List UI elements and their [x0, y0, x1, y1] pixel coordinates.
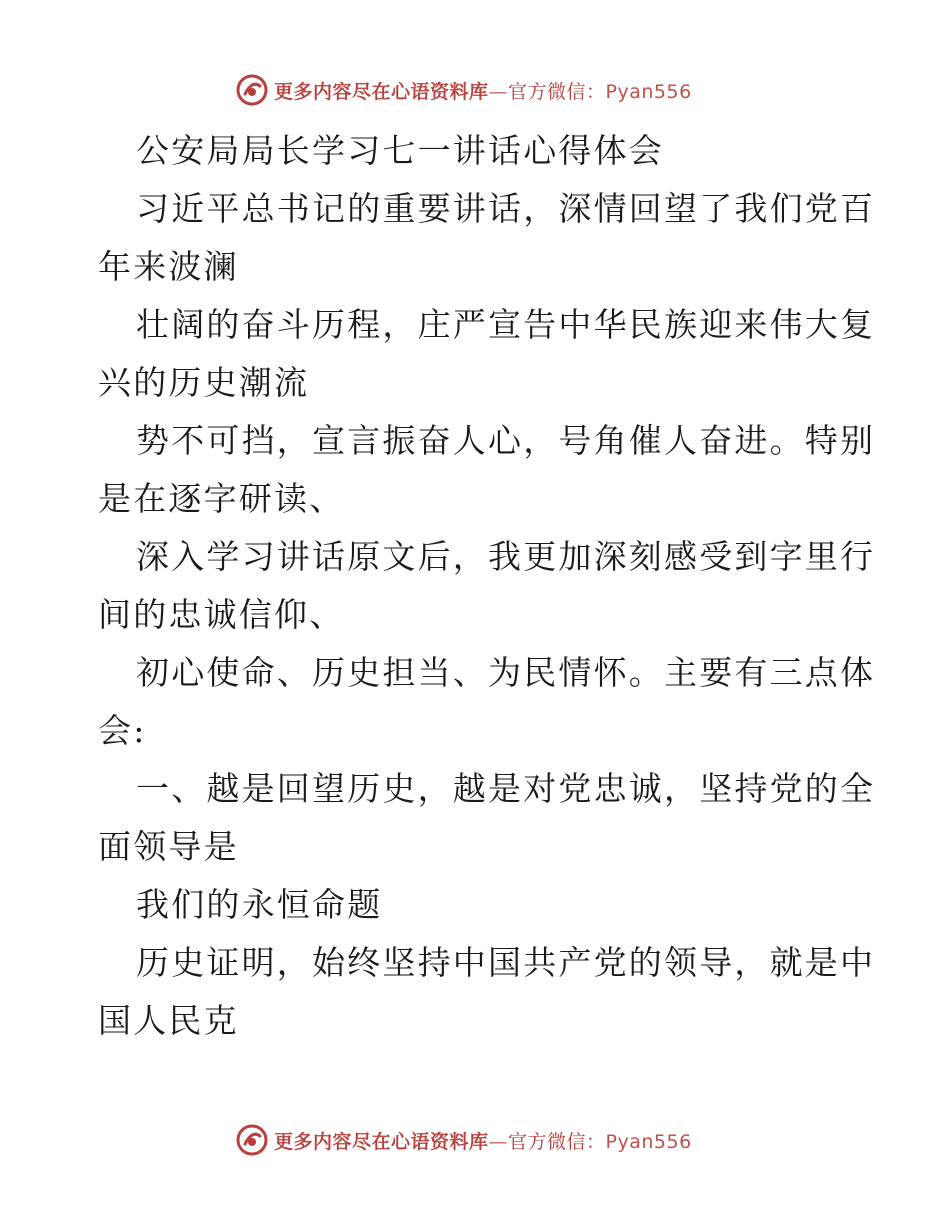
document-line: 势不可挡，宣言振奋人心，号角催人奋进。特别 — [136, 421, 876, 460]
document-line: 初心使命、历史担当、为民情怀。主要有三点体 — [136, 653, 876, 692]
header-banner-text — [274, 77, 692, 104]
document-line: 公安局局长学习七一讲话心得体会 — [136, 131, 664, 170]
header-banner-separator: — — [488, 80, 509, 103]
document-body — [98, 122, 876, 1050]
document-line: 历史证明，始终坚持中国共产党的领导，就是中 — [136, 943, 876, 982]
document-line: 习近平总书记的重要讲话，深情回望了我们党百 — [136, 189, 876, 228]
footer-banner-id: Pyan556 — [605, 1130, 692, 1153]
footer-banner — [236, 1123, 692, 1157]
document-line: 会: — [98, 711, 147, 750]
header-banner-id: Pyan556 — [605, 80, 692, 103]
footer-banner-main: 更多内容尽在心语资料库 — [274, 1130, 489, 1153]
document-line: 一、越是回望历史，越是对党忠诚，坚持党的全 — [136, 769, 876, 808]
document-line: 国人民克 — [98, 1001, 239, 1040]
footer-banner-text — [274, 1127, 692, 1154]
document-line: 深入学习讲话原文后，我更加深刻感受到字里行 — [136, 537, 876, 576]
seal-logo-icon — [236, 74, 268, 106]
document-line: 间的忠诚信仰、 — [98, 595, 345, 634]
document-line: 面领导是 — [98, 827, 239, 866]
header-banner-main: 更多内容尽在心语资料库 — [274, 80, 489, 103]
document-line: 兴的历史潮流 — [98, 363, 310, 402]
document-line: 年来波澜 — [98, 247, 239, 286]
header-banner-label: 官方微信： — [508, 80, 606, 103]
footer-banner-label: 官方微信： — [508, 1130, 606, 1153]
footer-banner-separator: — — [488, 1130, 509, 1153]
document-line: 壮阔的奋斗历程，庄严宣告中华民族迎来伟大复 — [136, 305, 876, 344]
document-line: 是在逐字研读、 — [98, 479, 345, 518]
header-banner — [236, 73, 692, 107]
document-line: 我们的永恒命题 — [136, 885, 383, 924]
seal-logo-icon — [236, 1124, 268, 1156]
